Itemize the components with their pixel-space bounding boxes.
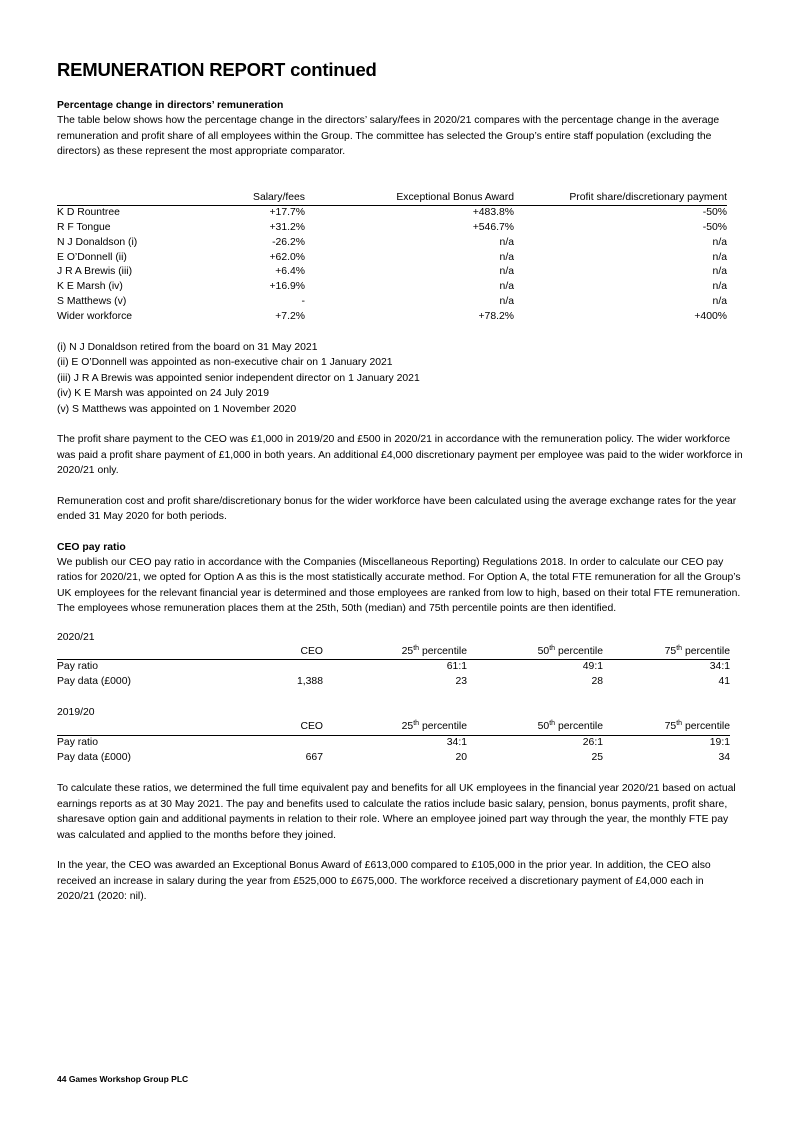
table-header-row	[57, 645, 730, 660]
table-cell: +6.4%	[275, 266, 305, 278]
percentage-change-table	[57, 191, 727, 325]
column-header: Exceptional Bonus Award	[305, 191, 514, 206]
pay-ratio-table-2019-20	[57, 720, 730, 765]
table-row	[57, 265, 727, 280]
table-cell	[187, 735, 323, 750]
table-row	[57, 236, 727, 251]
table-cell: 23	[455, 676, 467, 688]
table-row	[57, 251, 727, 266]
table-cell: n/a	[712, 281, 727, 293]
profit-share-paragraph: The profit share payment to the CEO was £1,000 in 2019/20 and £500 in 2020/21 in accordance with the remuneration policy. The wider workforce was paid a profit share payment of £1,000 in both years. An additional £4,000 discretionary payment per employee was paid to the wider workforce in 2020/21 only.	[57, 434, 743, 477]
table-cell: +31.2%	[269, 222, 305, 234]
table-header-row	[57, 720, 730, 735]
column-header: 75th percentile	[603, 645, 730, 660]
table-row	[57, 206, 727, 221]
table-row	[57, 280, 727, 295]
report-page	[57, 58, 743, 905]
table-cell: n/a	[712, 296, 727, 308]
table-cell: Wider workforce	[57, 310, 133, 322]
table-header-row	[57, 191, 727, 206]
table-cell: Pay data (£000)	[57, 676, 131, 688]
table-cell: 1,388	[296, 676, 323, 688]
intro-paragraph: The table below shows how the percentage change in the directors’ salary/fees in 2020/21 compares with the percentage change in the average remuneration and profit share of all employees within the Group. The committee has selected the Group’s entire staff population (excluding the directors) as these represent the most appropriate comparator.	[57, 115, 720, 157]
table-cell: 41	[718, 676, 730, 688]
table-row	[57, 660, 730, 675]
table-cell: S Matthews (v)	[57, 296, 127, 308]
table-cell: Pay data (£000)	[57, 751, 131, 763]
table-cell: -	[301, 296, 305, 308]
ceo-award-paragraph: In the year, the CEO was awarded an Exceptional Bonus Award of £613,000 compared to £105,000 in the prior year. In addition, the CEO also received an increase in salary during the year from £525,000 to £675,000. The workforce received a discretionary payment of £4,000 each in 2020/21 (2020: nil).	[57, 860, 711, 903]
table-cell: 34:1	[709, 661, 730, 673]
table-cell: n/a	[712, 236, 727, 248]
table-cell: 34	[718, 751, 730, 763]
exchange-rate-paragraph: Remuneration cost and profit share/discretionary bonus for the wider workforce have been calculated using the average exchange rates for the year ended 31 May 2020 for both periods.	[57, 495, 737, 523]
table-cell: Pay ratio	[57, 661, 99, 673]
column-header	[57, 720, 187, 735]
table-row	[57, 735, 730, 750]
column-header: 25th percentile	[323, 645, 467, 660]
year-label-2020-21: 2020/21	[57, 631, 95, 643]
table-cell: n/a	[499, 236, 514, 248]
table-cell: +400%	[694, 310, 727, 322]
table-cell: +16.9%	[269, 281, 305, 293]
table-cell: 667	[305, 751, 323, 763]
calculation-paragraph: To calculate these ratios, we determined the full time equivalent pay and benefits for all UK employees in the financial year 2020/21 based on actual earnings reports as at 30 May 2021. The pay and benefits used to calculate the ratios include basic salary, pension, bonus payments, profit share, sharesave option gain and additional payments in relation to their role. Where an employee joined part way through the year, the monthly FTE pay was calculated and applied to the months before they joined.	[57, 783, 736, 841]
column-header: 50th percentile	[467, 720, 603, 735]
table-cell: n/a	[499, 266, 514, 278]
table-row	[57, 295, 727, 310]
footnote: (ii) E O’Donnell was appointed as non-executive chair on 1 January 2021	[57, 357, 393, 369]
ceo-pay-ratio-paragraph: We publish our CEO pay ratio in accordance with the Companies (Miscellaneous Reporting) Regulations 2018. In order to calculate our CEO pay ratios for 2020/21, we opted for Option A as this is the most statistically accurate method. For Option A, the total FTE remuneration for all the Group’s UK employees for the relevant financial year is determined and those employees are ranked from low to high, based on their total FTE remuneration. The employees whose remuneration places them at the 25th, 50th (median) and 75th percentile points are then identified.	[57, 556, 741, 615]
table-cell: 26:1	[582, 736, 603, 748]
table-cell: 28	[591, 676, 603, 688]
column-header: 25th percentile	[323, 720, 467, 735]
column-header: Profit share/discretionary payment	[514, 191, 727, 206]
table-cell: +546.7%	[472, 222, 514, 234]
table-cell: R F Tongue	[57, 222, 111, 234]
page-title: REMUNERATION REPORT continued	[57, 59, 377, 80]
table-cell: n/a	[499, 281, 514, 293]
table-cell: -26.2%	[272, 236, 305, 248]
table-cell: K D Rountree	[57, 207, 120, 219]
column-header: CEO	[187, 720, 323, 735]
column-header: 50th percentile	[467, 645, 603, 660]
footnote: (iv) K E Marsh was appointed on 24 July 2019	[57, 388, 269, 400]
column-header	[57, 645, 187, 660]
table-cell: +7.2%	[275, 310, 305, 322]
table-cell: 19:1	[709, 736, 730, 748]
table-cell: 25	[591, 751, 603, 763]
table-cell: J R A Brewis (iii)	[57, 266, 133, 278]
table-cell: 49:1	[582, 661, 603, 673]
table-cell: n/a	[712, 266, 727, 278]
table-row	[57, 310, 727, 325]
column-header: CEO	[187, 645, 323, 660]
section-heading-percentage-change: Percentage change in directors’ remuneration	[57, 100, 284, 111]
table-cell	[187, 660, 323, 675]
table-cell: +483.8%	[472, 207, 514, 219]
table-cell: +78.2%	[478, 310, 514, 322]
table-cell: +17.7%	[269, 207, 305, 219]
table-cell: Pay ratio	[57, 736, 99, 748]
table-cell: 34:1	[446, 736, 467, 748]
table-row	[57, 221, 727, 236]
footnote: (iii) J R A Brewis was appointed senior independent director on 1 January 2021	[57, 372, 420, 384]
table-cell: n/a	[712, 251, 727, 263]
table-cell: E O’Donnell (ii)	[57, 251, 127, 263]
footnote: (i) N J Donaldson retired from the board on 31 May 2021	[57, 341, 318, 353]
page-footer: 44 Games Workshop Group PLC	[57, 1074, 189, 1084]
column-header: 75th percentile	[603, 720, 730, 735]
table-cell: n/a	[499, 251, 514, 263]
table-cell: 61:1	[446, 661, 467, 673]
table-cell: K E Marsh (iv)	[57, 281, 123, 293]
table-cell: N J Donaldson (i)	[57, 236, 138, 248]
table-cell: n/a	[499, 296, 514, 308]
footnotes	[57, 340, 743, 418]
column-header	[57, 191, 207, 206]
column-header: Salary/fees	[207, 191, 305, 206]
section-heading-ceo-pay-ratio: CEO pay ratio	[57, 541, 126, 553]
year-label-2019-20: 2019/20	[57, 707, 95, 719]
footnote: (v) S Matthews was appointed on 1 November 2020	[57, 403, 297, 415]
table-cell: +62.0%	[269, 251, 305, 263]
table-cell: 20	[455, 751, 467, 763]
table-row	[57, 751, 730, 766]
table-cell: -50%	[702, 207, 727, 219]
pay-ratio-table-2020-21	[57, 645, 730, 690]
table-cell: -50%	[702, 222, 727, 234]
table-row	[57, 675, 730, 690]
